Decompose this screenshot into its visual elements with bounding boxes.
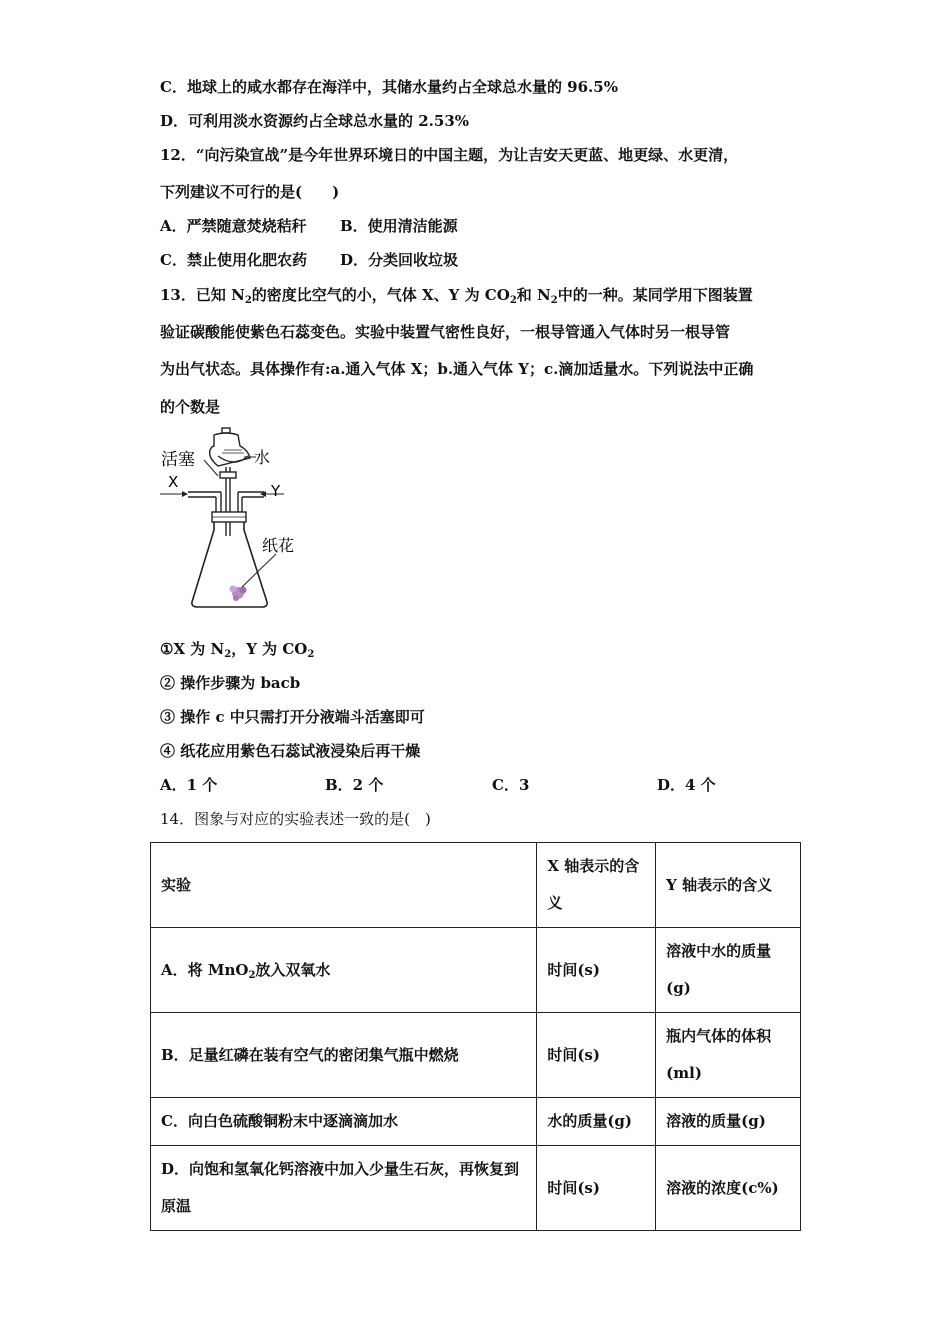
row-c-experiment: C．向白色硫酸铜粉末中逐滴滴加水 (151, 1098, 537, 1146)
q12-option-d: D．分类回收垃圾 (340, 251, 459, 269)
q13-stem-part-2: 的密度比空气的小，气体 X、Y 为 CO (251, 286, 510, 304)
row-a-x-axis: 时间(s) (537, 928, 656, 1013)
q13-stem-part-1: 13．已知 N (160, 286, 245, 304)
q14-table (150, 842, 801, 1231)
table-row (151, 1013, 801, 1098)
label-gas-x: X (168, 473, 179, 491)
q13-stem-line-1 (160, 285, 753, 305)
q13-stem-part-3: 和 N (516, 286, 551, 304)
q13-option-a: A．1 个 (160, 776, 218, 794)
row-d-y-axis: 溶液的浓度(c%) (656, 1146, 801, 1231)
q13-statement-1-part-2: ，Y 为 CO (231, 640, 308, 658)
q13-option-d: D．4 个 (657, 776, 716, 794)
apparatus-figure (158, 426, 308, 611)
header-x-axis: X 轴表示的含义 (537, 843, 656, 928)
q13-statement-1-part-1: ①X 为 N (160, 640, 225, 658)
q13-stem-line-2: 验证碳酸能使紫色石蕊变色。实验中装置气密性良好，一根导管通入气体时另一根导管 (160, 323, 731, 341)
q12-option-b: B．使用清洁能源 (340, 217, 458, 235)
table-header-row (151, 843, 801, 928)
row-a-experiment (151, 928, 537, 1013)
table-row (151, 1146, 801, 1231)
row-a-experiment-part-1: A．将 MnO (161, 960, 249, 979)
inlet-tube-x (188, 492, 221, 512)
q12-option-a: A．严禁随意焚烧秸秆 (160, 217, 307, 235)
header-y-axis: Y 轴表示的含义 (656, 843, 801, 928)
paper-flower (230, 586, 247, 602)
q11-option-c: C．地球上的咸水都存在海洋中，其储水量约占全球总水量的 96.5% (160, 78, 618, 96)
subscript-2: 2 (224, 649, 232, 660)
row-c-x-axis: 水的质量(g) (537, 1098, 656, 1146)
q13-statement-3: ③ 操作 c 中只需打开分液端斗活塞即可 (160, 708, 425, 726)
flower-pointer (242, 554, 276, 587)
table-row (151, 1098, 801, 1146)
row-b-x-axis: 时间(s) (537, 1013, 656, 1098)
row-d-experiment: D．向饱和氢氧化钙溶液中加入少量生石灰，再恢复到原温 (151, 1146, 537, 1231)
q13-statement-4: ④ 纸花应用紫色石蕊试液浸染后再干燥 (160, 742, 421, 760)
outlet-tube-y (238, 492, 264, 512)
label-stopcock: 活塞 (161, 450, 195, 470)
q11-option-d: D．可利用淡水资源约占全球总水量的 2.53% (160, 112, 470, 130)
subscript-2: 2 (509, 295, 517, 306)
label-paper-flower: 纸花 (262, 536, 295, 555)
label-water: 水 (254, 448, 271, 467)
row-a-experiment-part-2: 放入双氧水 (255, 960, 331, 979)
table-row (151, 928, 801, 1013)
subscript-2: 2 (307, 649, 315, 660)
q12-stem-line-2: 下列建议不可行的是( ) (160, 183, 340, 201)
label-gas-y: Y (271, 482, 281, 500)
subscript-2: 2 (248, 969, 256, 981)
row-a-y-axis: 溶液中水的质量(g) (656, 928, 801, 1013)
row-b-experiment: B．足量红磷在装有空气的密闭集气瓶中燃烧 (151, 1013, 537, 1098)
row-b-y-axis: 瓶内气体的体积(ml) (656, 1013, 801, 1098)
q13-stem-part-4: 中的一种。某同学用下图装置 (557, 286, 753, 304)
q13-statement-1 (160, 639, 314, 659)
q13-option-c: C．3 (492, 776, 530, 794)
q14-stem: 14．图象与对应的实验表述一致的是( ) (160, 810, 431, 828)
subscript-2: 2 (244, 295, 252, 306)
subscript-2: 2 (550, 295, 558, 306)
row-d-x-axis: 时间(s) (537, 1146, 656, 1231)
row-c-y-axis: 溶液的质量(g) (656, 1098, 801, 1146)
header-experiment: 实验 (151, 843, 537, 928)
q12-stem-line-1: 12．“向污染宣战”是今年世界环境日的中国主题，为让吉安天更蓝、地更绿、水更清， (160, 146, 739, 164)
q13-stem-line-4: 的个数是 (160, 398, 221, 416)
q13-statement-2: ② 操作步骤为 bacb (160, 674, 301, 692)
q13-option-b: B．2 个 (325, 776, 384, 794)
q13-stem-line-3: 为出气状态。具体操作有:a.通入气体 X；b.通入气体 Y；c.滴加适量水。下列说法中正确 (160, 360, 754, 378)
q12-option-c: C．禁止使用化肥农药 (160, 251, 307, 269)
